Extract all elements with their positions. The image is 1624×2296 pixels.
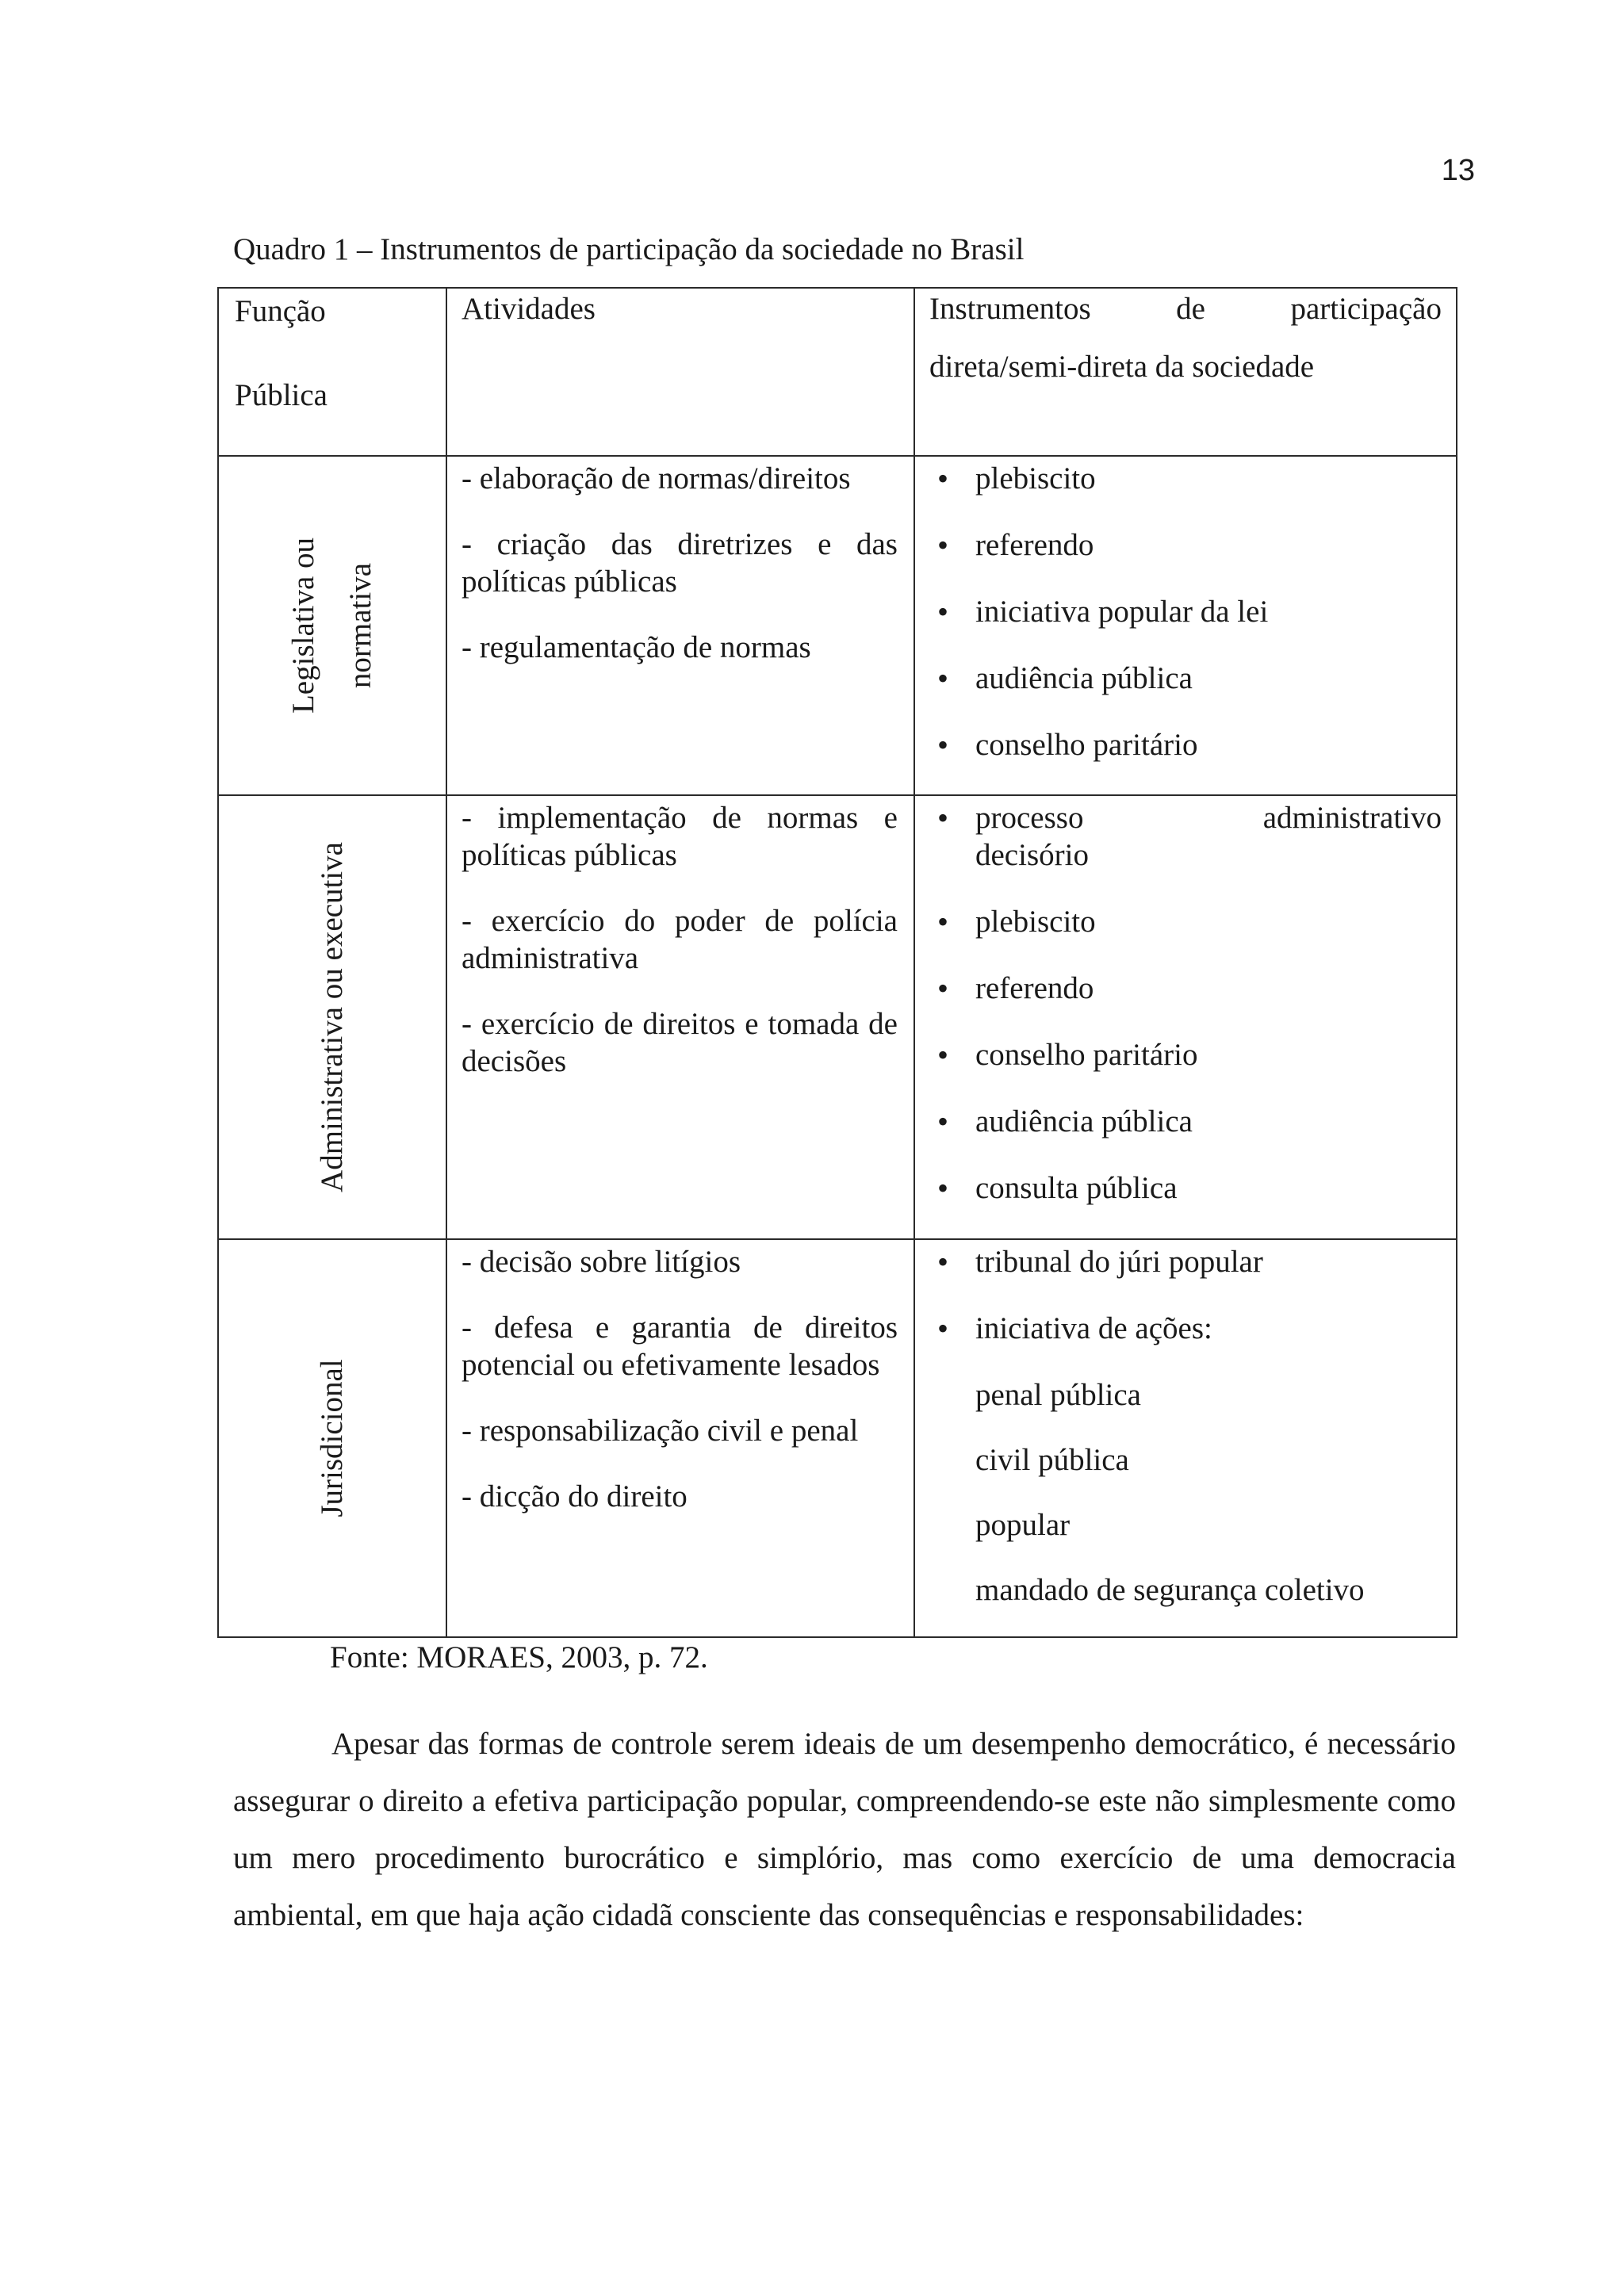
instrumentos-jurisdicional	[914, 1239, 1457, 1637]
atividades-jurisdicional	[446, 1239, 914, 1637]
table-row-legislativa	[218, 456, 1457, 795]
list-item: penal pública	[975, 1378, 1141, 1412]
header-instrumentos-word1: Instrumentos	[929, 292, 1091, 326]
header-instrumentos-line2: direta/semi-direta da sociedade	[929, 350, 1315, 384]
header-instrumentos	[914, 288, 1457, 456]
funcao-legislativa	[218, 456, 446, 795]
funcao-administrativa	[218, 795, 446, 1239]
list-item: popular	[975, 1508, 1071, 1542]
bullet-icon: •	[937, 1170, 949, 1206]
bullet-icon: •	[937, 527, 949, 563]
funcao-legislativa-line2: normativa	[343, 562, 377, 689]
list-item: - exercício de direitos e tomada de decisões	[462, 1007, 898, 1078]
list-item: - responsabilização civil e penal	[462, 1414, 859, 1448]
table-header-row	[218, 288, 1457, 456]
list-item: • plebiscito	[937, 461, 1096, 496]
funcao-legislativa-line1: Legislativa ou	[286, 537, 320, 714]
table-source: Fonte: MORAES, 2003, p. 72.	[330, 1640, 708, 1674]
list-item: mandado de segurança coletivo	[975, 1573, 1365, 1607]
list-item: • tribunal do júri popular	[937, 1244, 1263, 1280]
list-item: • referendo	[937, 527, 1094, 563]
header-funcao-publica	[218, 288, 446, 456]
list-item: - elaboração de normas/direitos	[462, 461, 851, 496]
header-funcao-line1: Função	[235, 294, 326, 328]
funcao-administrativa-label: Administrativa ou executiva	[315, 842, 349, 1192]
list-item: • conselho paritário	[937, 1037, 1198, 1073]
list-item: • iniciativa de ações:	[937, 1311, 1212, 1346]
bullet-icon: •	[937, 594, 949, 629]
list-item: • plebiscito	[937, 904, 1096, 939]
list-item: • audiência pública	[937, 660, 1193, 696]
bullet-icon: •	[937, 660, 949, 696]
list-item: - regulamentação de normas	[462, 630, 811, 664]
atividades-administrativa	[446, 795, 914, 1239]
funcao-jurisdicional	[218, 1239, 446, 1637]
table-row-jurisdicional	[218, 1239, 1457, 1637]
bullet-icon: •	[937, 1311, 949, 1346]
list-item: civil pública	[975, 1443, 1129, 1477]
bullet-icon: •	[937, 727, 949, 763]
header-instrumentos-word3: participação	[1290, 292, 1442, 326]
body-paragraph: Apesar das formas de controle serem ideais de um desempenho democrático, é necessário assegurar o direito a efetiva participação popular, compreendendo-se este não simplesmente como um mero procedimento burocrático e simplório, mas como exercício de uma democracia ambiental, em que haja ação cidadã consciente das consequências e responsabilidades:	[233, 1727, 1456, 1932]
list-item: - defesa e garantia de direitos potencial ou efetivamente lesados	[462, 1311, 898, 1382]
list-item: - exercício do poder de polícia administrativa	[462, 904, 898, 975]
list-item: - implementação de normas e políticas públicas	[462, 801, 898, 872]
bullet-icon: •	[937, 800, 949, 836]
header-instrumentos-word2: de	[1176, 292, 1205, 326]
atividades-legislativa	[446, 456, 914, 795]
instrumentos-legislativa	[914, 456, 1457, 795]
list-item: • consulta pública	[937, 1170, 1178, 1206]
table-caption: Quadro 1 – Instrumentos de participação da sociedade no Brasil	[233, 232, 1025, 266]
header-funcao-line2: Pública	[235, 378, 327, 412]
page-number: 13	[1441, 154, 1475, 187]
bullet-icon: •	[937, 1244, 949, 1280]
list-item: - dicção do direito	[462, 1479, 688, 1513]
bullet-icon: •	[937, 904, 949, 939]
bullet-icon: •	[937, 970, 949, 1006]
bullet-icon: •	[937, 1104, 949, 1139]
bullet-icon: •	[937, 461, 949, 496]
participation-table	[217, 287, 1457, 1638]
list-item: • audiência pública	[937, 1104, 1193, 1139]
list-item: - decisão sobre litígios	[462, 1245, 741, 1279]
list-item: • processo administrativo decisório	[937, 800, 1442, 872]
instrumentos-administrativa	[914, 795, 1457, 1239]
bullet-icon: •	[937, 1037, 949, 1073]
list-item: • iniciativa popular da lei	[937, 594, 1269, 629]
list-item: - criação das diretrizes e das políticas públicas	[462, 527, 898, 599]
table-row-administrativa	[218, 795, 1457, 1239]
funcao-jurisdicional-label: Jurisdicional	[315, 1359, 349, 1517]
header-atividades: Atividades	[446, 288, 914, 456]
list-item: • conselho paritário	[937, 727, 1198, 763]
list-item: • referendo	[937, 970, 1094, 1006]
